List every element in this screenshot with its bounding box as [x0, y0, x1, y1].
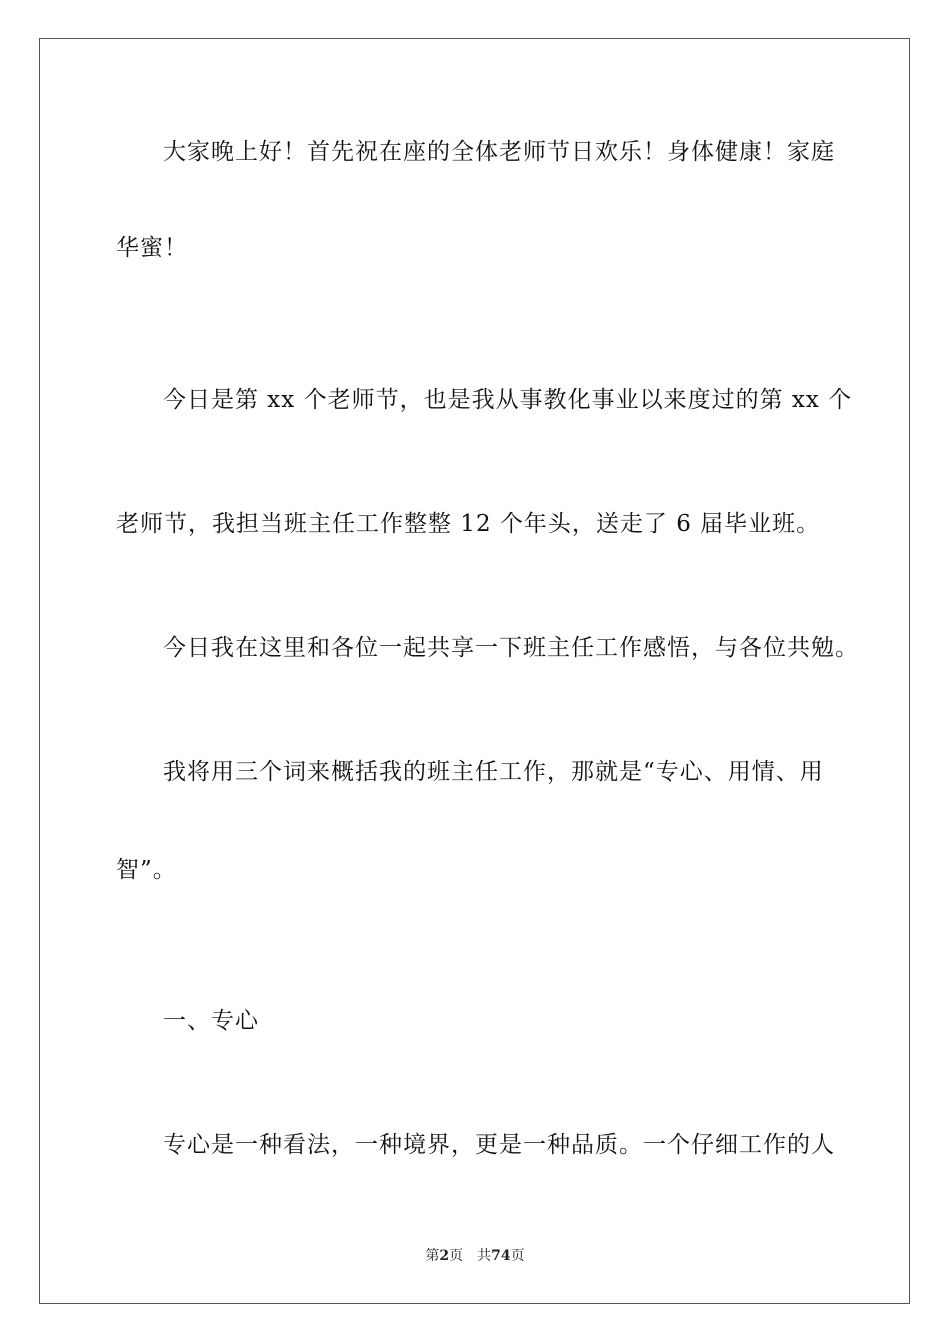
footer-page-prefix: 第 — [425, 1248, 440, 1264]
footer-total-suffix: 页 — [510, 1248, 525, 1264]
paragraph-line-2: 华蜜！ — [116, 235, 188, 261]
page-border — [39, 38, 910, 1304]
footer-page-current: 2 — [439, 1248, 450, 1264]
paragraph-line-5: 今日我在这里和各位一起共享一下班主任工作感悟，与各位共勉。 — [163, 635, 859, 661]
paragraph-line-1: 大家晚上好！首先祝在座的全体老师节日欢乐！身体健康！家庭 — [163, 139, 835, 165]
footer-total-prefix: 共 — [477, 1248, 492, 1264]
paragraph-line-4: 老师节，我担当班主任工作整整 12 个年头，送走了 6 届毕业班。 — [116, 511, 821, 537]
section-heading: 一、专心 — [163, 1008, 259, 1034]
footer-page-suffix: 页 — [449, 1248, 464, 1264]
paragraph-line-6: 我将用三个词来概括我的班主任工作，那就是“专心、用情、用 — [163, 759, 824, 785]
paragraph-line-7: 智”。 — [116, 857, 177, 883]
page-footer — [0, 1247, 950, 1265]
paragraph-line-9: 专心是一种看法，一种境界，更是一种品质。一个仔细工作的人 — [163, 1132, 835, 1158]
paragraph-line-3: 今日是第 xx 个老师节，也是我从事教化事业以来度过的第 xx 个 — [163, 387, 853, 413]
footer-total-pages: 74 — [491, 1248, 511, 1264]
